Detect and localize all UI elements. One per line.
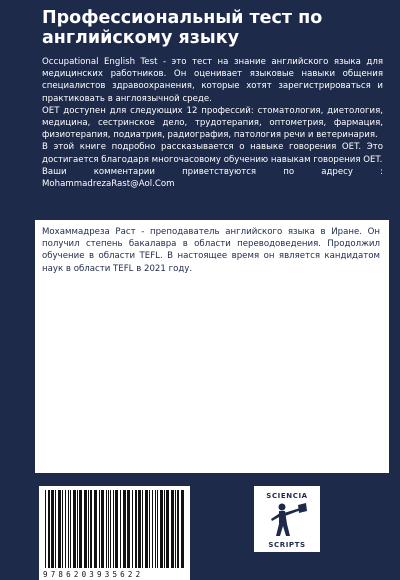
barcode-bar — [58, 490, 61, 568]
barcode-bar — [84, 490, 87, 568]
barcode-bar — [181, 490, 184, 568]
barcode-bar — [138, 490, 141, 568]
barcode-bar — [108, 490, 109, 568]
book-title: Профессиональный тест по английскому языку — [42, 8, 323, 48]
barcode-bar — [113, 490, 114, 568]
barcode-bar — [62, 490, 63, 568]
book-description — [42, 56, 383, 190]
barcode-bar — [166, 490, 169, 568]
description-paragraph: OET доступен для следующих 12 профессий: стоматология, диетология, медицина, сестринское дело, трудотерапия, оптометрия, фармация, физиотерапия, подиатрия, радиография, патология речи и ветеринария. — [42, 105, 383, 141]
barcode-bar — [88, 490, 89, 568]
barcode-bar — [135, 490, 137, 568]
barcode-bar — [164, 490, 165, 568]
barcode-bar — [48, 490, 50, 568]
author-bio: Мохаммадреза Раст - преподаватель английского языка в Иране. Он получил степень бакалавра в области переводоведения. Продолжил обучение в области TEFL. В настоящее время он является кандидатом наук в области TEFL в 2021 году. — [42, 227, 380, 274]
barcode-bar — [157, 490, 158, 568]
barcode-bar — [115, 490, 118, 568]
barcode-bar — [55, 490, 56, 568]
barcode-bar — [149, 490, 150, 568]
barcode-bar — [45, 490, 46, 568]
publisher-name-top: SCIENCIA — [266, 492, 308, 500]
barcode-bar — [101, 490, 104, 568]
barcode-bar — [110, 490, 111, 568]
contact-paragraph: Ваши комментарии приветствуются по адресу : MohammadrezaRast@Aol.Com — [42, 166, 383, 190]
barcode-bar — [94, 490, 97, 568]
barcode-bar — [70, 490, 71, 568]
barcode-bar — [120, 490, 121, 568]
barcode-bar — [123, 490, 126, 568]
barcode-bar — [77, 490, 78, 568]
barcode-bar — [152, 490, 153, 568]
barcode-bar — [142, 490, 143, 568]
barcode-bar — [177, 490, 179, 568]
barcode-bar — [106, 490, 107, 568]
isbn-barcode — [39, 486, 190, 580]
barcode-bar — [73, 490, 76, 568]
barcode-bar — [155, 490, 156, 568]
barcode-bars — [43, 490, 186, 568]
publisher-logo — [254, 486, 320, 552]
isbn-number: 9786203935622 — [43, 570, 144, 579]
barcode-bar — [132, 490, 133, 568]
barcode-bar — [145, 490, 148, 568]
barcode-bar — [79, 490, 82, 568]
barcode-bar — [68, 490, 69, 568]
barcode-bar — [90, 490, 92, 568]
barcode-bar — [65, 490, 66, 568]
barcode-bar — [171, 490, 174, 568]
description-paragraph: В этой книге подробно рассказывается о навыке говорения OET. Это достигается благодаря многочасовому обучению навыкам говорения OET. — [42, 142, 383, 165]
barcode-bar — [51, 490, 54, 568]
barcode-bar — [99, 490, 100, 568]
barcode-bar — [127, 490, 130, 568]
publisher-name-bottom: SCRIPTS — [268, 541, 306, 549]
figure-with-book-icon — [266, 502, 308, 540]
barcode-bar — [175, 490, 176, 568]
description-paragraph: Occupational English Test - это тест на знание английского языка для медицинских работников. Он оценивает языковые навыки общения специалистов здравоохранения, которые хотят зарегистрироваться и практиковать в англоязычной среде. — [42, 57, 383, 104]
barcode-bar — [160, 490, 163, 568]
